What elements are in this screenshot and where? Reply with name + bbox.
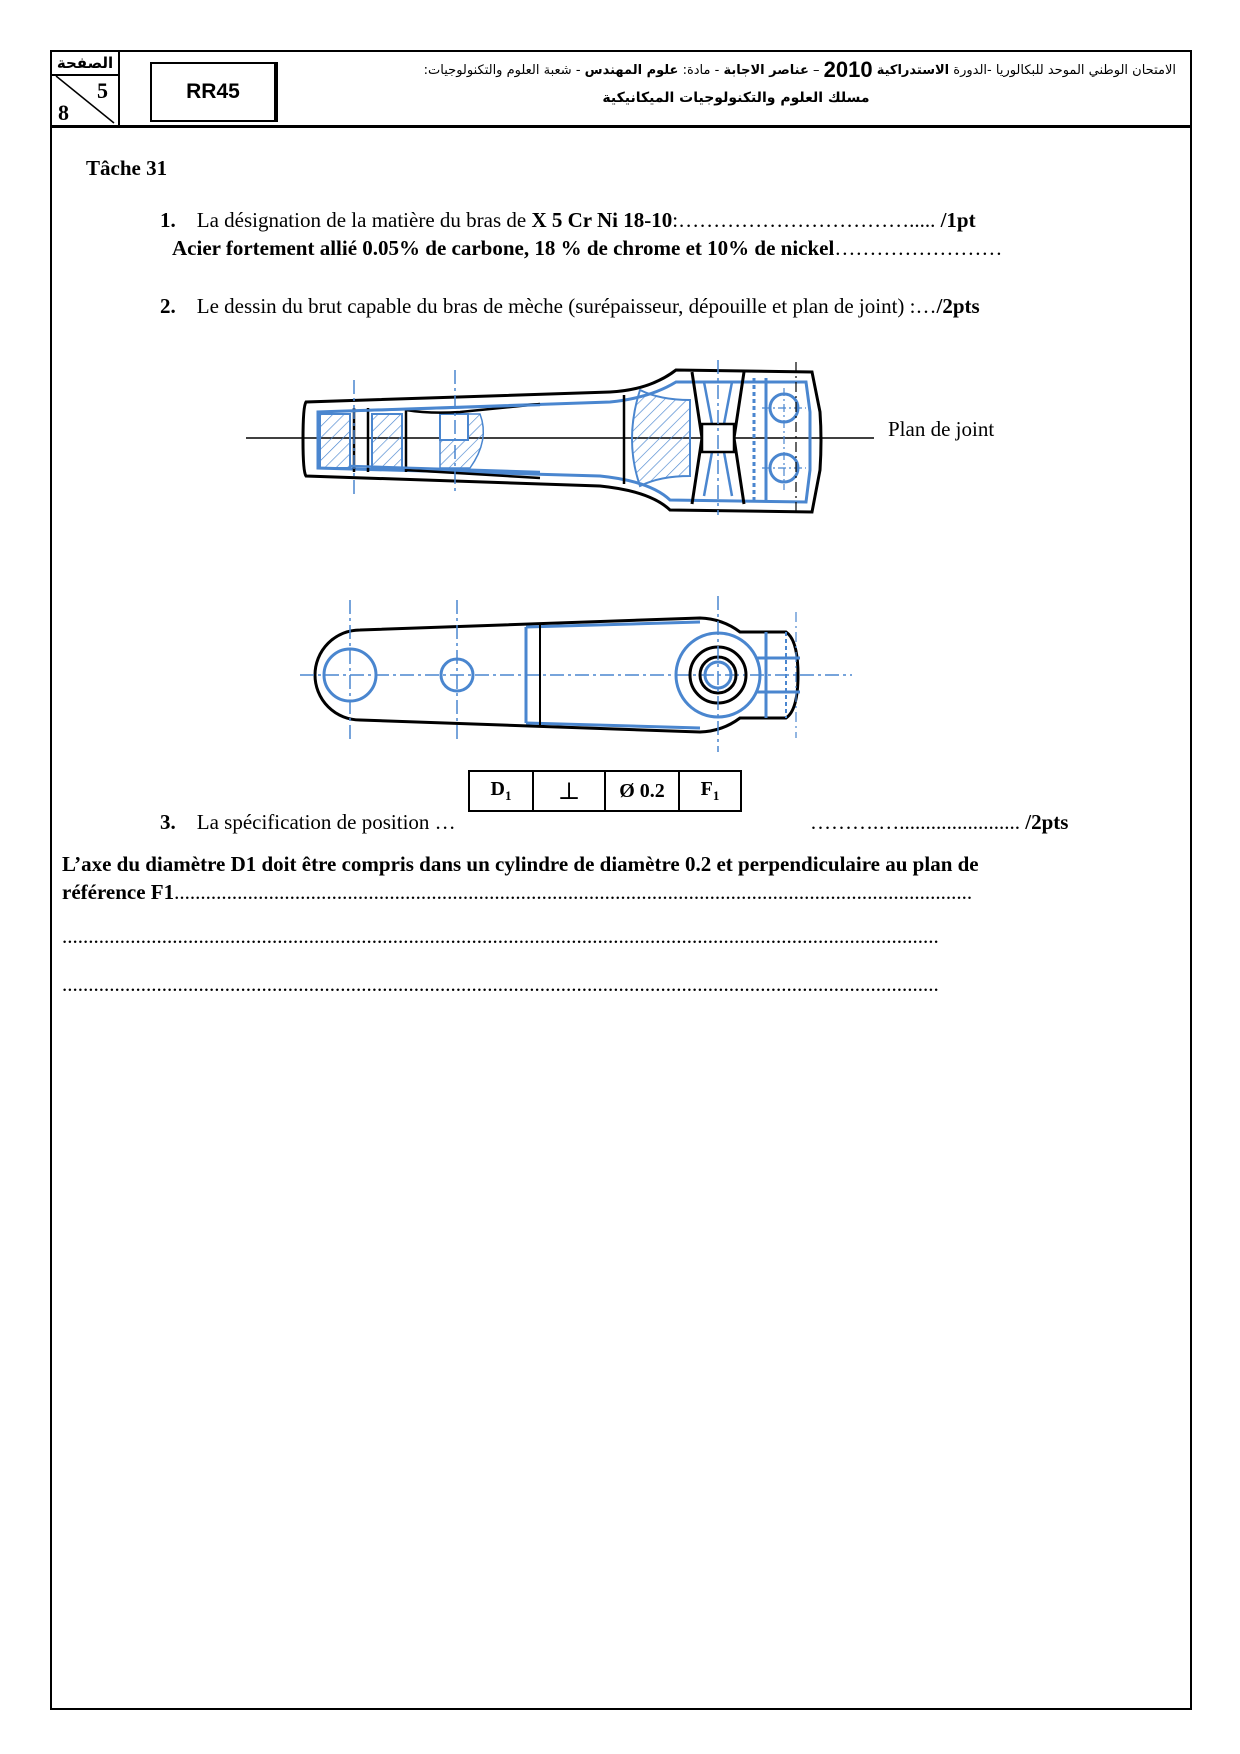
title-part3: - شعبة العلوم والتكنولوجيات: [423, 63, 585, 78]
q2-text: Le dessin du brut capable du bras de mèche (surépaisseur, dépouille et plan de joint) :… [196, 294, 937, 318]
title-part2: - مادة: [678, 63, 724, 78]
title-year: 2010 [823, 57, 873, 82]
q3-number: 3. [160, 810, 176, 834]
tolerance-frame [468, 770, 742, 812]
hub-blue-2 [724, 382, 732, 424]
blank-answer-line-2: ....................................................................................................................................................................... [62, 972, 939, 996]
exam-code: RR45 [150, 62, 278, 122]
hatch-left-2 [372, 414, 402, 468]
page-label: الصفحة [52, 52, 118, 76]
plan-de-joint-label: Plan de joint [888, 417, 995, 441]
front-view [246, 360, 874, 515]
q1-number: 1. [160, 208, 176, 232]
q1-dots: :……………………………..... [672, 208, 941, 232]
fcf-feature [469, 771, 533, 811]
fcf-feature-letter: D [490, 778, 505, 800]
q3-points-line [810, 810, 1068, 835]
q2-number: 2. [160, 294, 176, 318]
q1-text: La désignation de la matière du bras de [196, 208, 532, 232]
q3-answer-line-2 [62, 880, 1160, 905]
fcf-datum-letter: F [700, 778, 713, 800]
page-total: 8 [58, 100, 69, 125]
question-3 [160, 810, 456, 835]
fcf-feature-sub: 1 [504, 788, 512, 803]
q1-material: X 5 Cr Ni 18-10 [531, 208, 673, 232]
fcf-datum [679, 771, 741, 811]
q3-answer-line-2-text: référence F1 [62, 880, 175, 904]
title-part1: الامتحان الوطني الموحد للبكالوريا -الدورة [949, 63, 1176, 78]
q3-text: La spécification de position … [196, 810, 456, 834]
task-label: Tâche 31 [86, 156, 168, 180]
fcf-datum-sub: 1 [712, 788, 720, 803]
exam-subtitle: مسلك العلوم والتكنولوجيات الميكانيكية [602, 90, 870, 106]
page-current: 5 [97, 78, 108, 103]
blank-answer-line-1: ....................................................................................................................................................................... [62, 924, 939, 948]
q3-dots: ……….…....................... [810, 810, 1026, 834]
hatch-left-1 [320, 414, 350, 468]
top-view [300, 596, 852, 752]
hub-blue-4 [724, 452, 732, 496]
title-session: الاستدراكية [876, 63, 950, 78]
q3-answer-line-1: L’axe du diamètre D1 doit être compris dans un cylindre de diamètre 0.2 et perpendiculaire au plan de [62, 852, 979, 876]
q2-points: /2pts [936, 294, 980, 318]
title-dash: – [808, 63, 824, 78]
title-answers: عناصر الاجابة [723, 63, 809, 78]
perpendicularity-symbol: ⊥ [533, 771, 605, 811]
hub-blue-1 [704, 382, 712, 424]
hatch-hub [632, 390, 690, 486]
q1-answer-dots: …………………… [834, 236, 1003, 260]
small-bore-left [440, 414, 468, 440]
q3-points: /2pts [1025, 810, 1069, 834]
hub-blue-3 [704, 452, 712, 496]
title-subject: علوم المهندس [584, 63, 679, 78]
q1-points: /1pt [940, 208, 976, 232]
q3-answer-line-2-dots: ........................................................................................................................................................ [174, 880, 973, 904]
q1-answer: Acier fortement allié 0.05% de carbone, 18 % de chrome et 10% de nickel [172, 236, 835, 260]
fcf-tolerance: Ø 0.2 [605, 771, 679, 811]
